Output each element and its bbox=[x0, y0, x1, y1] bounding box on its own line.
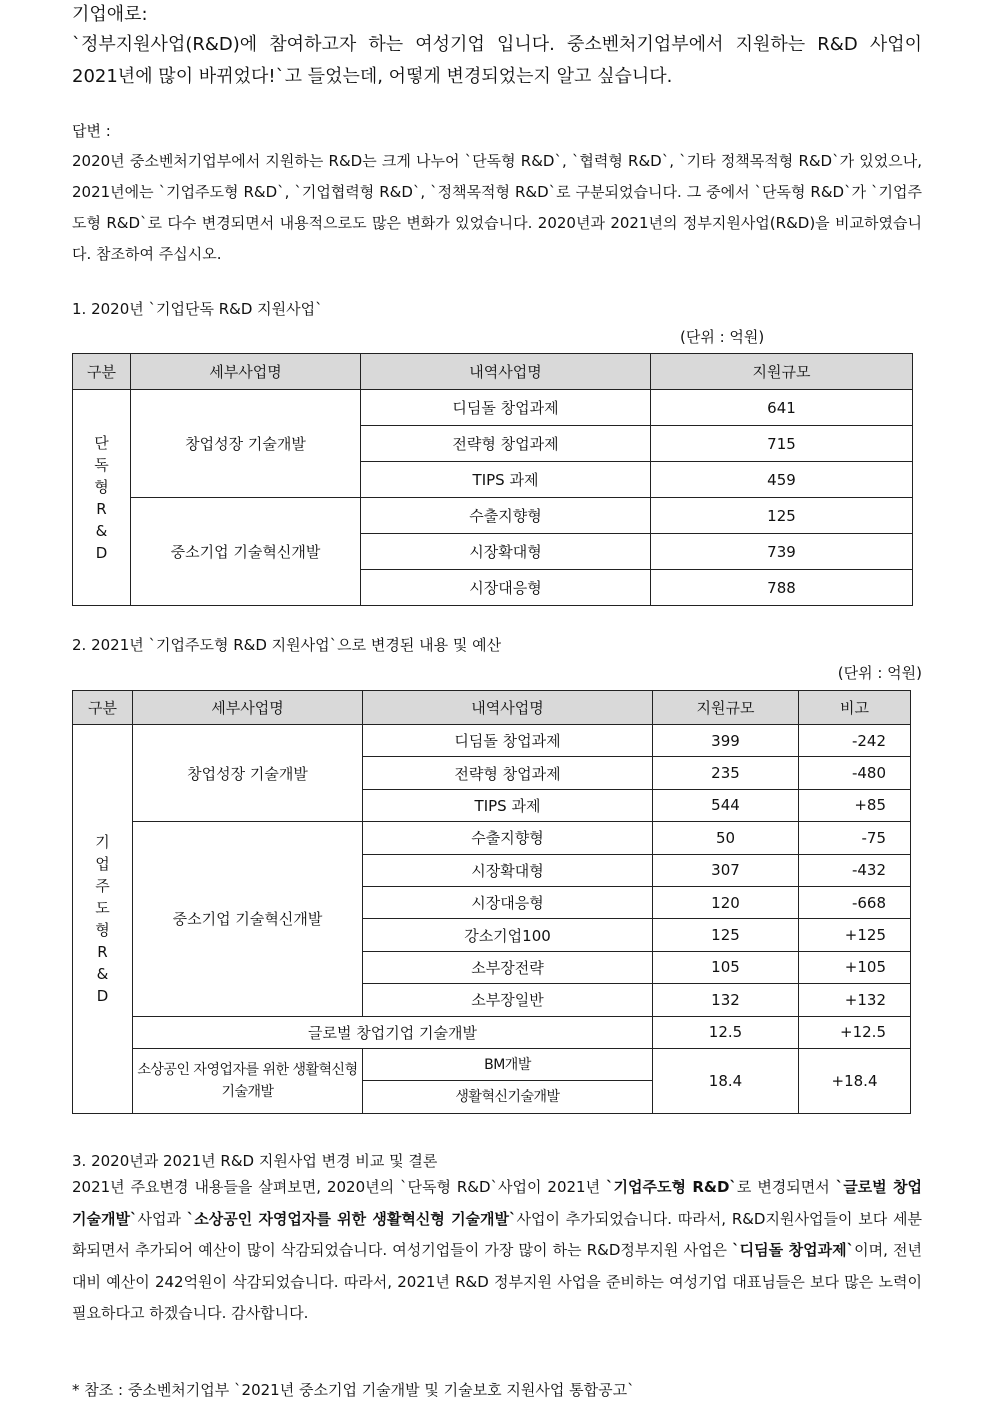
amount-cell: 739 bbox=[651, 534, 913, 570]
note-cell: +18.4 bbox=[799, 1048, 911, 1113]
section1-unit: (단위 : 억원) bbox=[680, 328, 765, 346]
subprogram-cell: 시장확대형 bbox=[361, 534, 651, 570]
program-cell: 창업성장 기술개발 bbox=[133, 725, 363, 822]
reference-note: * 참조 : 중소벤처기업부 `2021년 중소기업 기술개발 및 기술보호 지원사업 통합공고` bbox=[72, 1381, 635, 1399]
header-category: 구분 bbox=[73, 691, 133, 725]
subprogram-cell: 수출지향형 bbox=[363, 822, 653, 854]
subprogram-cell: TIPS 과제 bbox=[363, 789, 653, 821]
amount-cell: 459 bbox=[651, 462, 913, 498]
question-body: `정부지원사업(R&D)에 참여하고자 하는 여성기업 입니다. 중소벤처기업부에서 지원하는 R&D 사업이 2021년에 많이 바뀌었다!`고 들었는데, 어떻게 변경되었는지 알고 싶습니다. bbox=[72, 34, 922, 87]
subprogram-cell: 시장대응형 bbox=[363, 886, 653, 918]
header-category: 구분 bbox=[73, 354, 131, 390]
program-cell: 중소기업 기술혁신개발 bbox=[131, 498, 361, 606]
section2-title: 2. 2021년 `기업주도형 R&D 지원사업`으로 변경된 내용 및 예산 bbox=[72, 636, 502, 654]
amount-cell: 18.4 bbox=[653, 1048, 799, 1113]
section2-unit: (단위 : 억원) bbox=[837, 664, 922, 682]
table-row bbox=[73, 725, 911, 757]
amount-cell: 307 bbox=[653, 854, 799, 886]
section3-title: 3. 2020년과 2021년 R&D 지원사업 변경 비교 및 결론 bbox=[72, 1152, 438, 1170]
program-cell: 창업성장 기술개발 bbox=[131, 390, 361, 498]
note-cell: +105 bbox=[799, 951, 911, 983]
header-amount: 지원규모 bbox=[651, 354, 913, 390]
header-program: 세부사업명 bbox=[133, 691, 363, 725]
table-row bbox=[73, 498, 913, 534]
category-cell: 단독형R&D bbox=[73, 390, 131, 606]
amount-cell: 12.5 bbox=[653, 1016, 799, 1048]
amount-cell: 105 bbox=[653, 951, 799, 983]
subprogram-cell: 시장확대형 bbox=[363, 854, 653, 886]
table-header-row bbox=[73, 691, 911, 725]
note-cell: +12.5 bbox=[799, 1016, 911, 1048]
subprogram-cell: 전략형 창업과제 bbox=[363, 757, 653, 789]
amount-cell: 235 bbox=[653, 757, 799, 789]
answer-body: 2020년 중소벤처기업부에서 지원하는 R&D는 크게 나누어 `단독형 R&D`, `협력형 R&D`, `기타 정책목적형 R&D`가 있었으나, 2021년에는 `기업주도형 R&D`, `기업협력형 R&D`, `정책목적형 R&D`로 구분되었습니다. 그 중에서 `단독형 R&D`가 `기업주도형 R&D`로 다수 변경되면서 내용적으로도 많은 변화가 있었습니다. 2020년과 2021년의 정부지원사업(R&D)을 비교하였습니다. 참조하여 주십시오. bbox=[72, 152, 922, 263]
table-2020 bbox=[72, 353, 913, 606]
category-cell: 기업주도형R&D bbox=[73, 725, 133, 1114]
subprogram-cell: 전략형 창업과제 bbox=[361, 426, 651, 462]
subprogram-cell: 시장대응형 bbox=[361, 570, 651, 606]
note-cell: +85 bbox=[799, 789, 911, 821]
amount-cell: 544 bbox=[653, 789, 799, 821]
program-cell: 글로벌 창업기업 기술개발 bbox=[133, 1016, 653, 1048]
subprogram-cell: 디딤돌 창업과제 bbox=[363, 725, 653, 757]
header-subprogram: 내역사업명 bbox=[361, 354, 651, 390]
amount-cell: 132 bbox=[653, 984, 799, 1016]
subprogram-cell: 디딤돌 창업과제 bbox=[361, 390, 651, 426]
table-row bbox=[73, 1048, 911, 1080]
subprogram-cell: TIPS 과제 bbox=[361, 462, 651, 498]
amount-cell: 125 bbox=[651, 498, 913, 534]
subprogram-cell: 강소기업100 bbox=[363, 919, 653, 951]
amount-cell: 399 bbox=[653, 725, 799, 757]
amount-cell: 50 bbox=[653, 822, 799, 854]
amount-cell: 715 bbox=[651, 426, 913, 462]
program-cell: 중소기업 기술혁신개발 bbox=[133, 822, 363, 1016]
question-heading: 기업애로: bbox=[72, 4, 148, 25]
note-cell: +125 bbox=[799, 919, 911, 951]
subprogram-cell: 수출지향형 bbox=[361, 498, 651, 534]
amount-cell: 788 bbox=[651, 570, 913, 606]
note-cell: -668 bbox=[799, 886, 911, 918]
amount-cell: 641 bbox=[651, 390, 913, 426]
table-2021 bbox=[72, 690, 911, 1114]
header-note: 비고 bbox=[799, 691, 911, 725]
header-subprogram: 내역사업명 bbox=[363, 691, 653, 725]
program-cell: 소상공인 자영업자를 위한 생활혁신형 기술개발 bbox=[133, 1048, 363, 1113]
note-cell: -480 bbox=[799, 757, 911, 789]
table-row bbox=[73, 822, 911, 854]
note-cell: -75 bbox=[799, 822, 911, 854]
conclusion-body: 2021년 주요변경 내용들을 살펴보면, 2020년의 `단독형 R&D`사업이 2021년 `기업주도형 R&D`로 변경되면서 `글로벌 창업기술개발`사업과 `소상공인 자영업자를 위한 생활혁신형 기술개발`사업이 추가되었습니다. 따라서, R&D지원사업들이 보다 세분화되면서 추가되어 예산이 많이 삭감되었습니다. 여성기업들이 가장 많이 하는 R&D정부지원 사업은 `디딤돌 창업과제`이며, 전년대비 예산이 242억원이 삭감되었습니다. 따라서, 2021년 R&D 정부지원 사업을 준비하는 여성기업 대표님들은 보다 많은 노력이 필요하다고 하겠습니다. 감사합니다. bbox=[72, 1178, 923, 1322]
table-row bbox=[73, 1016, 911, 1048]
header-amount: 지원규모 bbox=[653, 691, 799, 725]
note-cell: -242 bbox=[799, 725, 911, 757]
table-header-row bbox=[73, 354, 913, 390]
answer-heading: 답변 : bbox=[72, 122, 111, 140]
amount-cell: 120 bbox=[653, 886, 799, 918]
subprogram-cell: 소부장전략 bbox=[363, 951, 653, 983]
subprogram-cell: BM개발 bbox=[363, 1048, 653, 1080]
section1-title: 1. 2020년 `기업단독 R&D 지원사업` bbox=[72, 300, 323, 318]
subprogram-cell: 소부장일반 bbox=[363, 984, 653, 1016]
amount-cell: 125 bbox=[653, 919, 799, 951]
note-cell: -432 bbox=[799, 854, 911, 886]
note-cell: +132 bbox=[799, 984, 911, 1016]
header-program: 세부사업명 bbox=[131, 354, 361, 390]
table-row bbox=[73, 390, 913, 426]
subprogram-cell: 생활혁신기술개발 bbox=[363, 1081, 653, 1113]
